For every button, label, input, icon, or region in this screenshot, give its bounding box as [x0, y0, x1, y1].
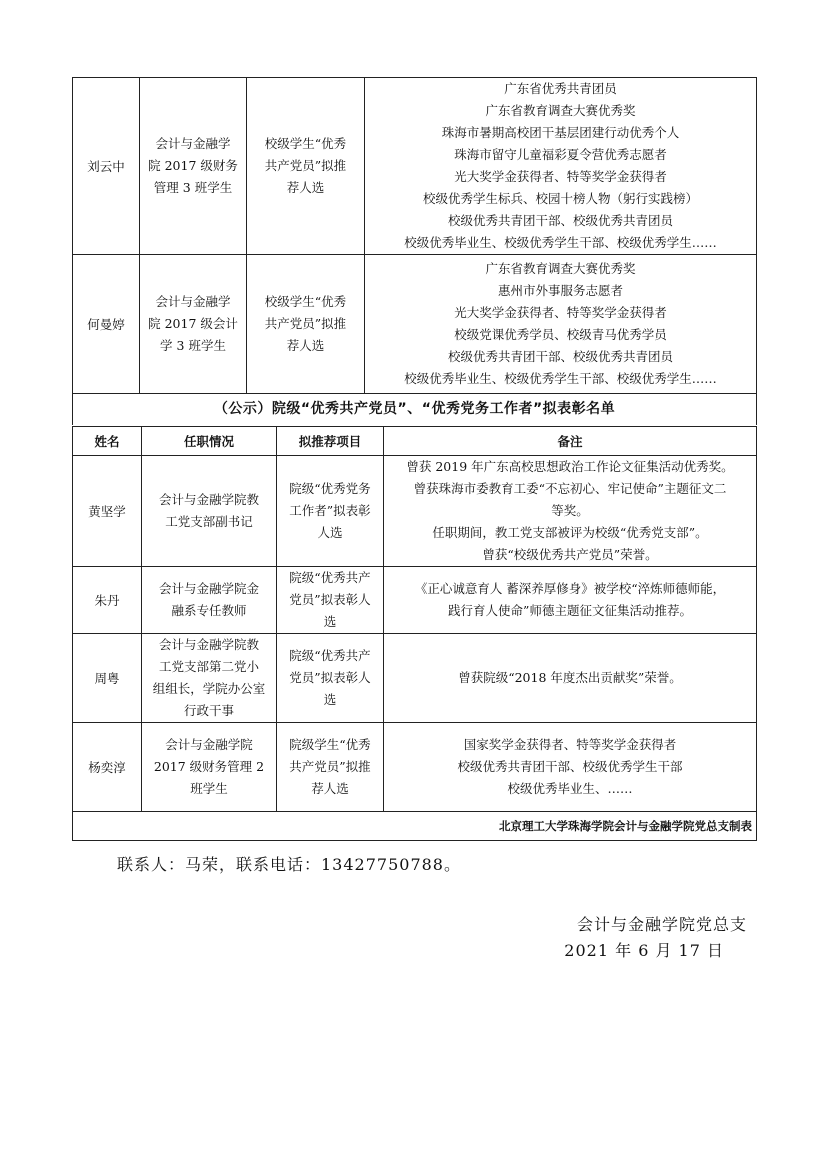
project-cell: 院级“优秀共产 党员”拟表彰人 选 [277, 567, 384, 634]
project-cell: 校级学生“优秀 共产党员”拟推 荐人选 [247, 78, 365, 255]
nominee-name: 刘云中 [73, 78, 140, 255]
header-note: 备注 [384, 427, 757, 456]
position-cell: 会计与金融学院 2017 级财务管理 2 班学生 [142, 723, 277, 812]
table-row [73, 78, 757, 255]
nominee-name: 何曼婷 [73, 255, 140, 394]
section-title: （公示）院级“优秀共产党员”、“优秀党务工作者”拟表彰名单 [73, 394, 757, 426]
table-header-row [73, 427, 757, 456]
section-title-row [73, 394, 757, 426]
table-row [73, 634, 757, 723]
project-cell: 院级学生“优秀 共产党员”拟推 荐人选 [277, 723, 384, 812]
table-footer-row [73, 812, 757, 841]
position-cell: 会计与金融学院金 融系专任教师 [142, 567, 277, 634]
note-cell: 《正心诚意育人 蓄深养厚修身》被学校“淬炼师德师能， 践行育人使命”师德主题征文征集活动推荐。 [384, 567, 757, 634]
nominee-name: 周粤 [73, 634, 142, 723]
project-cell: 院级“优秀共产 党员”拟表彰人 选 [277, 634, 384, 723]
contact-line: 联系人：马荣，联系电话：13427750788。 [117, 855, 461, 874]
faculty-nominee-table [72, 426, 757, 841]
note-cell: 国家奖学金获得者、特等奖学金获得者 校级优秀共青团干部、校级优秀学生干部 校级优秀毕业生、…… [384, 723, 757, 812]
signature-date: 2021 年 6 月 17 日 [564, 941, 724, 960]
table-footer-credit: 北京理工大学珠海学院会计与金融学院党总支制表 [73, 812, 757, 841]
note-cell: 曾获 2019 年广东高校思想政治工作论文征集活动优秀奖。 曾获珠海市委教育工委“不忘初心、牢记使命”主题征文二 等奖。 任职期间，教工党支部被评为校级“优秀党支部”。 曾获“校级优秀共产党员”荣誉。 [384, 456, 757, 567]
nominee-name: 朱丹 [73, 567, 142, 634]
nominee-name: 黄坚学 [73, 456, 142, 567]
awards-cell: 广东省优秀共青团员 广东省教育调查大赛优秀奖 珠海市暑期高校团干基层团建行动优秀个人 珠海市留守儿童福彩夏令营优秀志愿者 光大奖学金获得者、特等奖学金获得者 校级优秀学生标兵、校园十榜人物（躬行实践榜） 校级优秀共青团干部、校级优秀共青团员 校级优秀毕业生、校级优秀学生干部、校级优秀学生…… [365, 78, 757, 255]
position-cell: 会计与金融学 院 2017 级会计 学 3 班学生 [140, 255, 247, 394]
header-name: 姓名 [73, 427, 142, 456]
header-position: 任职情况 [142, 427, 277, 456]
project-cell: 校级学生“优秀 共产党员”拟推 荐人选 [247, 255, 365, 394]
position-cell: 会计与金融学院教 工党支部副书记 [142, 456, 277, 567]
nominee-table-continued [72, 77, 757, 425]
table-row [73, 723, 757, 812]
position-cell: 会计与金融学 院 2017 级财务 管理 3 班学生 [140, 78, 247, 255]
table-row [73, 456, 757, 567]
note-cell: 曾获院级“2018 年度杰出贡献奖”荣誉。 [384, 634, 757, 723]
position-cell: 会计与金融学院教 工党支部第二党小 组组长，学院办公室 行政干事 [142, 634, 277, 723]
project-cell: 院级“优秀党务 工作者”拟表彰 人选 [277, 456, 384, 567]
signature-organization: 会计与金融学院党总支 [576, 915, 747, 934]
table-row [73, 255, 757, 394]
header-project: 拟推荐项目 [277, 427, 384, 456]
table-row [73, 567, 757, 634]
awards-cell: 广东省教育调查大赛优秀奖 惠州市外事服务志愿者 光大奖学金获得者、特等奖学金获得者 校级党课优秀学员、校级青马优秀学员 校级优秀共青团干部、校级优秀共青团员 校级优秀毕业生、校级优秀学生干部、校级优秀学生…… [365, 255, 757, 394]
nominee-name: 杨奕淳 [73, 723, 142, 812]
